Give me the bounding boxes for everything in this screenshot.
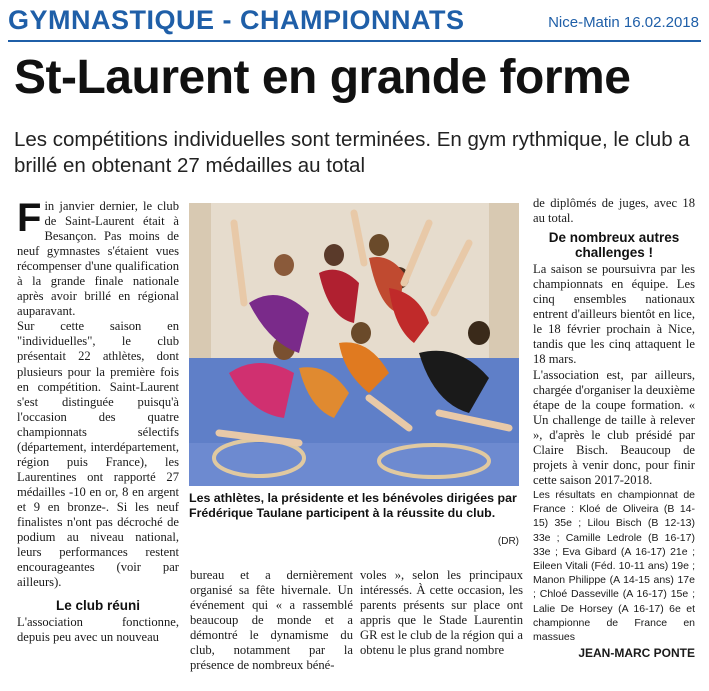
deck: Les compétitions individuelles sont terminées. En gym rythmique, le club a brillé en obtenant 27 médailles au total xyxy=(14,128,690,177)
team-photo xyxy=(189,203,519,486)
col3-text: voles », selon les principaux intéressés. À cette occasion, les parents présents sur place ont appris que le Stade Laurentin GR est le club de la région qui a obtenu le plus grand nombre xyxy=(360,568,523,658)
col1-para-1: in janvier dernier, le club de Saint-Laurent était à Besançon. Pas moins de neuf gymnastes s'étaient vues récompenser d'une qualification à la grande finale nationale après avoir brillé en régional auparavant. xyxy=(17,199,179,319)
col4-para-3: L'association est, par ailleurs, chargée d'organiser la deuxième étape de la coupe formation. « Un challenge de taille à relever », d'après le club présidé par Claire Bisch. Beaucoup de projets à venir donc, pour finir cette saison 2017-2018. xyxy=(533,367,695,487)
col4-para-2: La saison se poursuivra par les championnats en équipe. Les cinq ensembles nationaux entrent d'ailleurs bientôt en lice, le 18 février prochain à Nice, tandis que les cinq attaquent le 18 mars. xyxy=(533,262,695,367)
subhead-club-reuni: Le club réuni xyxy=(55,598,140,614)
source-date: Nice-Matin 16.02.2018 xyxy=(548,14,699,31)
col2-text: bureau et a dernièrement organisé sa fête hivernale. Un événement qui « a rassemblé beaucoup de monde et a démontré le dynamisme du club, notamment par la présence de nombreux béné- xyxy=(190,568,353,673)
byline: JEAN-MARC PONTE xyxy=(578,646,695,661)
col4-para-1: de diplômés de juges, avec 18 au total. xyxy=(533,196,695,226)
photo-credit: (DR) xyxy=(497,536,519,547)
team-photo-illustration xyxy=(189,203,519,486)
column-3 xyxy=(360,568,523,688)
headline: St-Laurent en grande forme xyxy=(14,51,631,104)
subhead-challenges: De nombreux autres challenges ! xyxy=(548,230,680,261)
dropcap: F xyxy=(17,199,42,240)
col1-para-2: Sur cette saison en "individuelles", le club présentait 22 athlètes, dont plusieurs pour la première fois en compétition. Saint-Laurent s'est distinguée puisqu'à l'occasion des quatre championnats sélectifs (département, interdépartement, région puis France), les Laurentines ont rapporté 27 médailles -10 en or, 8 en argent et 9 en bronze-. Si les neuf finalistes n'ont pas décroché de podium au niveau national, leurs performances restent encourageantes (voir par ailleurs). xyxy=(17,319,179,590)
col1-para-3: L'association fonctionne, depuis peu avec un nouveau xyxy=(17,615,179,645)
column-4 xyxy=(533,196,695,688)
column-1 xyxy=(17,199,179,689)
column-2 xyxy=(190,568,353,688)
header-rule xyxy=(8,40,701,42)
photo-caption: Les athlètes, la présidente et les bénévoles dirigées par Frédérique Taulane participent à la réussite du club. xyxy=(189,491,517,520)
section-title: GYMNASTIQUE - CHAMPIONNATS xyxy=(8,5,465,35)
results-list: Les résultats en championnat de France : Kloé de Oliveira (B 14-15) 35e ; Lilou Bisch (B 12-13) 33e ; Camille Ledrole (B 16-17) 33e ; Eva Gibard (A 16-17) 21e ; Eileen Vitali (Féd. 10-11 ans) 19e ; Manon Philippe (A 14-15 ans) 17e ; Chloé Dasseville (A 16-17) 15e ; Lalie De Horsey (A 16-17) 6e et championne de France en massues xyxy=(533,488,695,643)
